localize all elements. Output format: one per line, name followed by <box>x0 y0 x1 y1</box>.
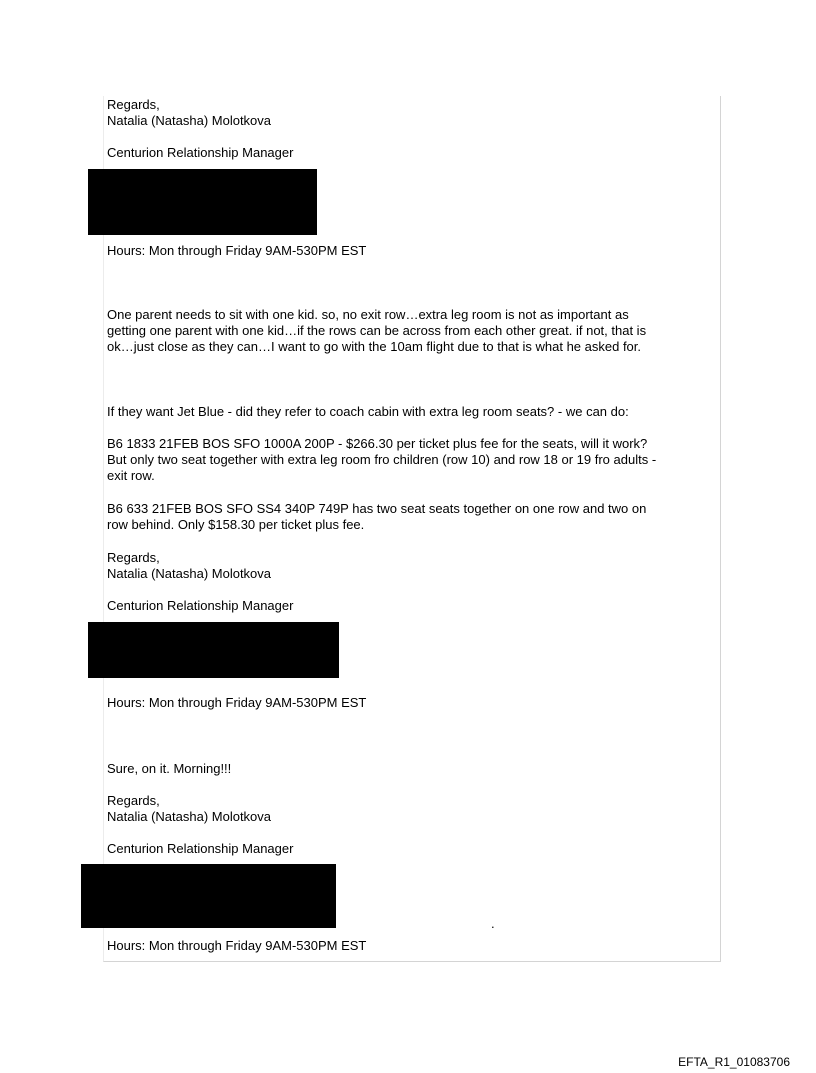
stray-mark: . <box>491 916 495 931</box>
signature-name: Natalia (Natasha) Molotkova <box>107 809 272 824</box>
signature-hours: Hours: Mon through Friday 9AM-530PM EST <box>107 938 367 953</box>
redaction-block <box>88 169 317 235</box>
flight-option-line: exit row. <box>107 468 155 483</box>
bates-number: EFTA_R1_01083706 <box>678 1055 790 1069</box>
signature-title: Centurion Relationship Manager <box>107 598 294 613</box>
signature-regards: Regards, <box>107 97 160 112</box>
redaction-block <box>81 864 336 928</box>
signature-name: Natalia (Natasha) Molotkova <box>107 566 272 581</box>
signature-regards: Regards, <box>107 550 160 565</box>
signature-name: Natalia (Natasha) Molotkova <box>107 113 272 128</box>
flight-option-line: B6 1833 21FEB BOS SFO 1000A 200P - $266.30 per ticket plus fee for the seats, will it work? <box>107 436 648 451</box>
signature-title: Centurion Relationship Manager <box>107 841 294 856</box>
flight-option-line: B6 633 21FEB BOS SFO SS4 340P 749P has two seat seats together on one row and two on <box>107 501 647 516</box>
flight-option-line: But only two seat together with extra leg room fro children (row 10) and row 18 or 19 fro adults - <box>107 452 657 467</box>
message-parent-line: getting one parent with one kid…if the rows can be across from each other great. if not, that is <box>107 323 647 338</box>
message-jetblue-intro: If they want Jet Blue - did they refer to coach cabin with extra leg room seats? - we can do: <box>107 404 629 419</box>
signature-hours: Hours: Mon through Friday 9AM-530PM EST <box>107 695 367 710</box>
message-parent-line: One parent needs to sit with one kid. so, no exit row…extra leg room is not as important as <box>107 307 629 322</box>
signature-regards: Regards, <box>107 793 160 808</box>
signature-title: Centurion Relationship Manager <box>107 145 294 160</box>
flight-option-line: row behind. Only $158.30 per ticket plus fee. <box>107 517 365 532</box>
message-parent-line: ok…just close as they can…I want to go with the 10am flight due to that is what he asked for. <box>107 339 642 354</box>
signature-hours: Hours: Mon through Friday 9AM-530PM EST <box>107 243 367 258</box>
message-morning: Sure, on it. Morning!!! <box>107 761 232 776</box>
redaction-block <box>88 622 339 678</box>
